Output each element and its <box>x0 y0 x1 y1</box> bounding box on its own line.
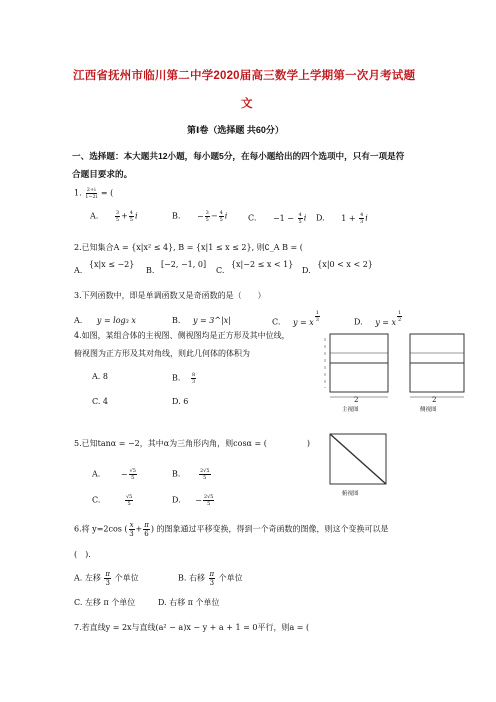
q2-option-a-text: {x|x ≤ −2} <box>88 260 135 269</box>
q6-option-b-label: B. 右移 <box>178 573 205 583</box>
q1-option-d-label: D. <box>316 213 325 223</box>
q5-option-d-label: D. <box>172 495 181 505</box>
q6-stem-line1: 6.将 y=2cos ( $\frac{x}{3}$ + $\frac{\pi}{6}$ ) 的图象通过平移变换，得到一个奇函数的图像，则这个变换可以是 <box>74 521 389 538</box>
q3-option-c: C. y = x $\frac{1}{3}$ <box>272 310 319 327</box>
q2-option-a <box>74 260 135 275</box>
front-view-dimension: 2 <box>354 396 359 404</box>
q3-option-d: D. y = x $\frac{1}{2}$ <box>354 310 402 327</box>
q3-option-c-label: C. <box>272 317 281 327</box>
section-header: 第Ⅰ卷（选择题 共60分） <box>187 125 284 135</box>
q2-option-b-label: B. <box>146 266 155 275</box>
front-view <box>325 334 388 397</box>
q6-option-b-tail: 个单位 <box>218 573 243 583</box>
q5-stem: 5.已知tanα = −2，其中α为三角形内角，则cosα = ( ) <box>74 439 310 448</box>
q1-option-c-label: C. <box>248 213 257 223</box>
q3-option-b-label: B. <box>172 316 181 325</box>
q5-option-d: D. − $\frac{2√5}{5}$ <box>172 494 214 507</box>
q4-option-c: C. 4 <box>92 397 109 406</box>
q1-stem-tail: = ( <box>100 188 114 198</box>
q3-option-a-label: A. <box>74 316 83 325</box>
q2-option-b-text: [−2, −1, 0] <box>160 260 207 269</box>
q5-option-a: A. − $\frac{√5}{5}$ <box>92 468 136 481</box>
q6-stem-part1: 6.将 y=2cos ( <box>74 524 128 534</box>
q3-option-a-text: y = log₃ x <box>96 316 136 325</box>
doc-title-line2: 文 <box>241 98 253 110</box>
q1-option-d: D. 1 + $\frac{4}{3}$ i <box>316 212 368 225</box>
q5-option-b: B. $\frac{2√5}{5}$ <box>172 468 210 481</box>
side-view <box>410 334 464 397</box>
q6-option-b: B. 右移 $\frac{\pi}{3}$ 个单位 <box>178 570 243 587</box>
part1-intro-b: 合题目要求的。 <box>72 169 133 179</box>
three-view-figure <box>322 328 466 510</box>
q2-option-b <box>146 260 207 275</box>
q4-stem-line2: 俯视图为正方形及其对角线，则此几何体的体积为 <box>74 349 250 358</box>
q2-stem: 2.已知集合A = {x|x² ≤ 4}, B = {x|1 ≤ x ≤ 2}, 则∁_A B = ( <box>74 243 303 252</box>
q2-option-c-text: {x|−2 ≤ x < 1} <box>230 260 294 269</box>
q3-option-d-text: y = x <box>375 317 397 327</box>
q1-number: 1. <box>74 188 82 198</box>
q4-option-d: D. 6 <box>172 397 189 406</box>
q1-option-a-label: A. <box>90 211 99 221</box>
q2-option-d-label: D. <box>302 266 311 275</box>
q2-option-a-label: A. <box>74 266 83 275</box>
front-view-label: 主视图 <box>342 407 359 413</box>
side-view-dimension: 2 <box>432 396 437 404</box>
q1-option-b-label: B. <box>172 211 181 221</box>
doc-title-line1: 江西省抚州市临川第二中学2020届高三数学上学期第一次月考试题 <box>73 70 416 82</box>
q3-option-b <box>172 316 231 325</box>
q7-stem: 7.若直线y = 2x与直线(a² − a)x − y + a + 1 = 0平行，则a = ( <box>74 623 310 632</box>
q6-option-c: C. 左移 π 个单位 <box>74 598 136 607</box>
q6-option-a: A. 左移 $\frac{\pi}{3}$ 个单位 <box>74 570 139 587</box>
part1-intro-a: 一、选择题：本大题共12小题，每小题5分，在每小题给出的四个选项中，只有一项是符 <box>72 151 405 161</box>
q5-option-c-label: C. <box>92 495 101 505</box>
q3-option-b-text: y = 3^|x| <box>192 316 231 325</box>
q3-stem: 3.下列函数中，即是单调函数又是奇函数的是（ ） <box>74 291 266 300</box>
side-view-label: 侧视图 <box>420 407 437 413</box>
q6-stem-line2: ( ). <box>74 550 91 559</box>
q5-option-b-label: B. <box>172 469 181 479</box>
q4-option-a: A. 8 <box>92 372 108 381</box>
q1-option-c: C. −1 − $\frac{4}{5}$ i <box>248 212 307 225</box>
q1-stem <box>74 187 113 200</box>
q5-option-c: C. $\frac{√5}{5}$ <box>92 494 133 507</box>
q6-option-d: D. 右移 π 个单位 <box>158 598 220 607</box>
q3-option-d-label: D. <box>354 317 363 327</box>
q4-stem-line1: 4.如图，某组合体的主视图、侧视图均是正方形及其中位线， <box>74 331 290 340</box>
q1-option-a: A. $\frac{3}{5}$ + $\frac{4}{5}$ i <box>90 210 138 223</box>
q6-option-a-label: A. 左移 <box>74 573 101 583</box>
q3-option-c-text: y = x <box>292 317 314 327</box>
q4-option-b: B. $\frac{8}{3}$ <box>172 372 196 385</box>
q1-option-b: B. − $\frac{3}{5}$ − $\frac{4}{5}$ i <box>172 210 228 223</box>
q2-option-c <box>216 260 294 275</box>
q2-option-d-text: {x|0 < x < 2} <box>317 260 373 269</box>
q3-option-a <box>74 316 136 325</box>
q2-option-c-label: C. <box>216 266 225 275</box>
q5-option-a-label: A. <box>92 469 101 479</box>
q1-option-c-text: −1 − <box>272 213 297 223</box>
q2-option-d <box>302 260 373 275</box>
q6-stem-part2: ) 的图象通过平移变换，得到一个奇函数的图像，则这个变换可以是 <box>150 524 389 534</box>
q6-option-a-tail: 个单位 <box>114 573 139 583</box>
top-view-label: 俯视图 <box>342 491 359 497</box>
q1-option-d-text: 1 + <box>341 213 359 223</box>
q4-option-b-label: B. <box>172 373 181 383</box>
top-view <box>330 434 386 484</box>
q1-fraction: $\frac{2+i}{1-2i}$ <box>85 187 98 200</box>
